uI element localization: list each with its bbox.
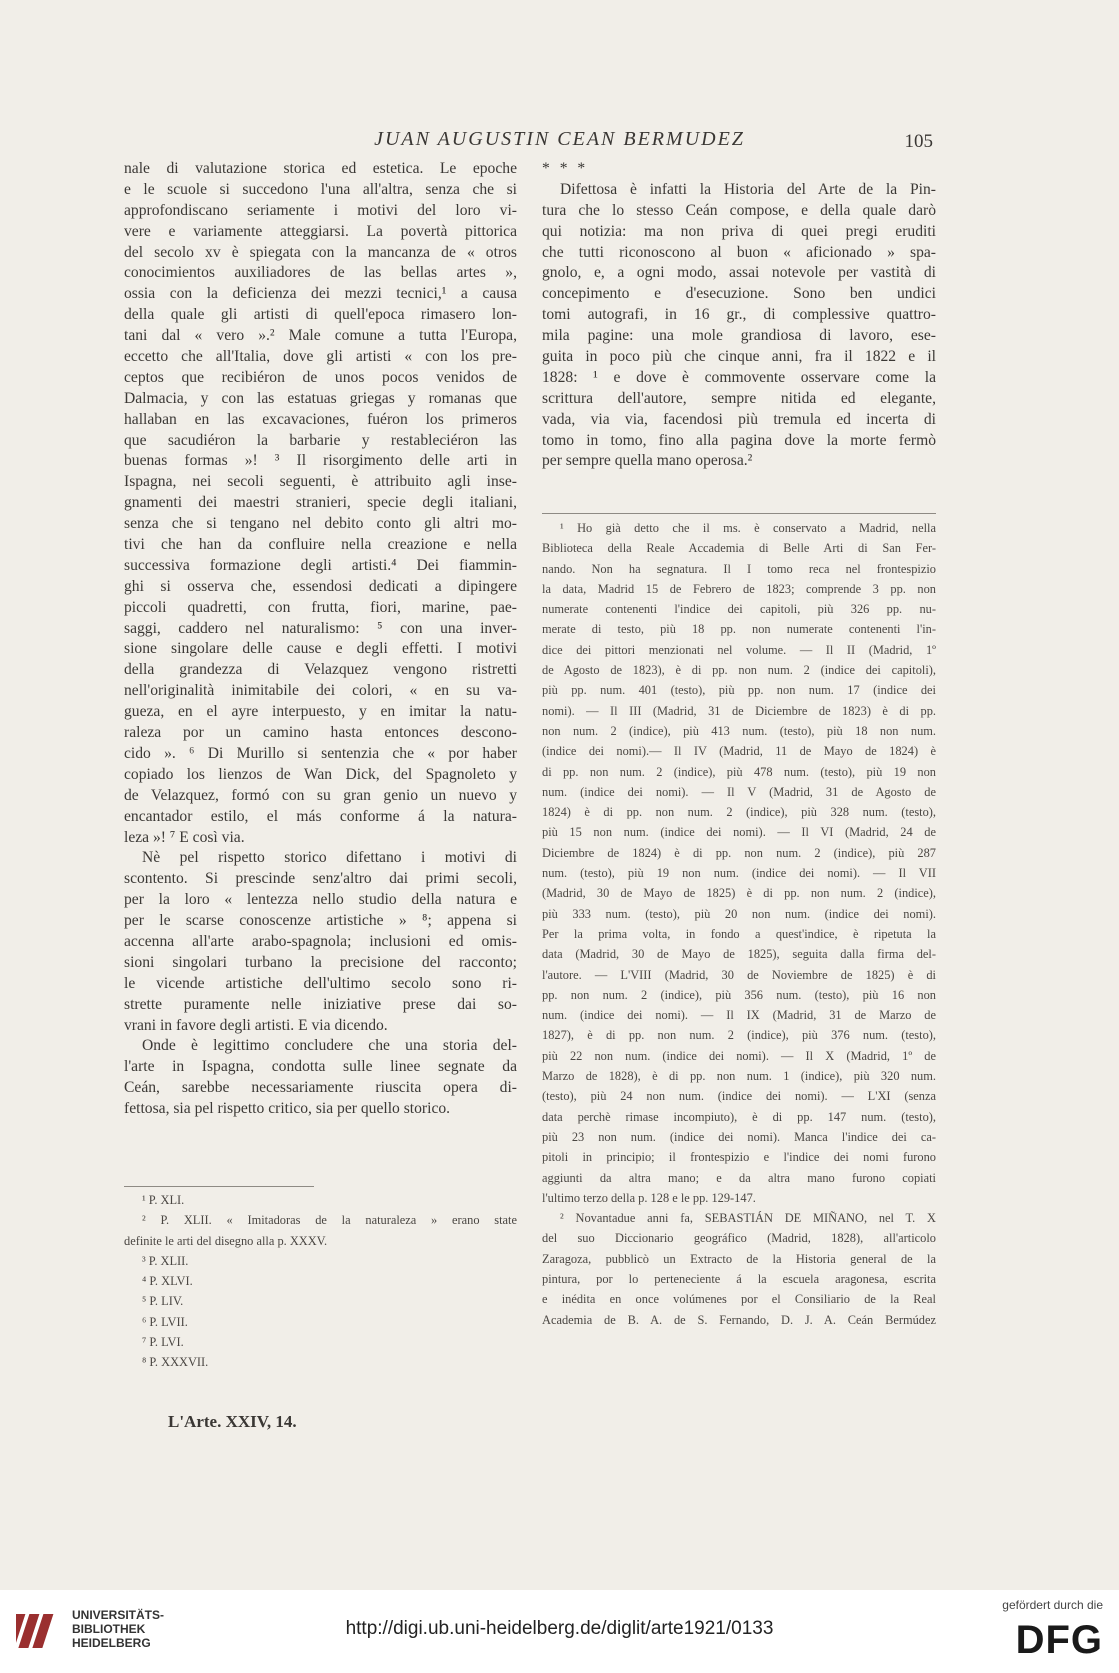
- left-column-line: cido ». ⁶ Di Murillo si sentenzia che « por haber: [124, 744, 517, 762]
- left-column-line: piccoli quadretti, con frutta, fiori, marine, pae-: [124, 598, 517, 616]
- right-footnote-line: ² Novantadue anni fa, SEBASTIÁN DE MIÑANO, nel T. X: [560, 1211, 936, 1226]
- right-column-line: che tutti riconoscono al buon « aficionado » spa-: [542, 243, 936, 261]
- right-column-line: per sempre quella mano operosa.²: [542, 452, 753, 470]
- right-footnote-line: Biblioteca della Reale Accademia di Belle Arti di San Fer-: [542, 541, 936, 556]
- right-footnote-line: del suo Diccionario geográfico (Madrid, 1828), all'articolo: [542, 1231, 936, 1246]
- left-column-line: ossia con la deficienza dei mezzi tecnici,¹ a causa: [124, 285, 517, 303]
- right-footnote-line: l'autore. — L'VIII (Madrid, 30 de Noviembre de 1825) è di: [542, 967, 936, 982]
- right-footnote-line: Diciembre de 1824) è di pp. non num. 2 (indice), più 287: [542, 845, 936, 860]
- left-column-line: e le scuole si succedono l'una all'altra, senza che si: [124, 180, 517, 198]
- left-footnote-line: ⁶ P. LVII.: [142, 1314, 188, 1329]
- left-column-line: l'arte in Ispagna, condotta sulle linee segnate da: [124, 1058, 517, 1076]
- left-column-line: per la loro « lentezza nello studio della natura e: [124, 891, 517, 909]
- left-column-line: raleza por un camino hasta entonces descono-: [124, 724, 517, 742]
- left-column-line: conocimientos auxiliadores de las bellas artes »,: [124, 264, 517, 282]
- page-number: 105: [904, 131, 933, 152]
- right-column-line: qui notizia: ma non priva di quei pregi eruditi: [542, 222, 936, 240]
- right-column-line: gnolo, e, a ogni modo, assai notevole per vastità di: [542, 264, 936, 282]
- right-footnote-line: più 23 non num. (indice dei nomi). Manca l'indice dei ca-: [542, 1129, 936, 1144]
- right-column-line: * * *: [542, 160, 589, 177]
- left-column-line: le vicende artistiche dell'ultimo secolo sono ri-: [124, 974, 517, 992]
- left-column-line: della quale gli artisti di quell'epoca rimasero lon-: [124, 306, 517, 324]
- right-footnotes: [542, 518, 936, 1330]
- left-footnote-rule: [124, 1186, 314, 1187]
- viewer-footer: [0, 1590, 1119, 1673]
- left-footnote-line: ² P. XLII. « Imitadoras de la naturaleza » erano state: [142, 1213, 517, 1228]
- right-footnote-line: 1827), è di pp. non num. 2 (indice), più 376 num. (testo),: [542, 1028, 936, 1043]
- right-footnote-rule: [542, 513, 936, 514]
- left-footnote-line: ⁴ P. XLVI.: [142, 1274, 193, 1289]
- library-name-line-2: BIBLIOTHEK: [72, 1622, 146, 1636]
- right-footnote-line: de Agosto de 1823), è di pp. non num. 2 (indice dei capitoli),: [542, 663, 936, 678]
- left-column-line: de Velazquez, formó con su gran genio un nuevo y: [124, 786, 517, 804]
- left-column-line: senza che si tengano nel debito conto gli altri mo-: [124, 515, 517, 533]
- left-footnote-line: ³ P. XLII.: [142, 1253, 189, 1268]
- left-column-line: accenna all'arte arabo-spagnola; inclusioni ed omis-: [124, 932, 517, 950]
- left-column-line: strette puramente nelle iniziative prese dai so-: [124, 995, 517, 1013]
- right-footnote-line: (Madrid, 30 de Mayo de 1825) è di pp. non num. 2 (indice),: [542, 886, 936, 901]
- left-column-line: Onde è legittimo concludere che una storia del-: [142, 1037, 517, 1055]
- left-column-line: Ispagna, nei secoli seguenti, è attribuito agli inse-: [124, 473, 517, 491]
- right-footnote-line: Zaragoza, pubblicò un Extracto de la Historia general de la: [542, 1251, 936, 1266]
- right-footnote-line: num. (testo), più 19 non num. (indice dei nomi). — Il VII: [542, 866, 936, 881]
- left-column-line: gnamenti dei maestri stranieri, specie degli italiani,: [124, 494, 517, 512]
- left-column-line: saggi, caddero nel naturalismo: ⁵ con una inver-: [124, 619, 517, 637]
- left-column-line: nale di valutazione storica ed estetica. Le epoche: [124, 160, 517, 177]
- left-column-line: que sacudiéron la barbarie y restableciéron las: [124, 431, 517, 449]
- left-column-line: sione singolare delle cause e degli effetti. I motivi: [124, 640, 517, 658]
- right-footnote-line: nomi). — Il III (Madrid, 31 de Diciembre de 1823) è di pp.: [542, 703, 936, 718]
- sponsor-label: gefördert durch die: [1002, 1598, 1103, 1612]
- right-column-line: tomo in tomo, fino alla pagina dove la morte fermò: [542, 431, 936, 449]
- signature-mark: L'Arte. XXIV, 14.: [168, 1412, 297, 1431]
- left-column-line: tani dal « vero ».² Male comune a tutta l'Europa,: [124, 327, 517, 345]
- right-footnote-line: merate di testo, più 18 pp. non numerate contenenti l'in-: [542, 622, 936, 637]
- right-text-column: [542, 159, 936, 472]
- right-footnote-line: pitoli in principio; il frontespizio e l'indice dei nomi furono: [542, 1150, 936, 1165]
- dfg-logo: DFG: [1015, 1618, 1103, 1662]
- left-column-line: ceptos que recibiéron de unos pocos venidos de: [124, 368, 517, 386]
- right-footnote-line: più 15 non num. (indice dei nomi). — Il VI (Madrid, 24 de: [542, 825, 936, 840]
- right-column-line: guita in poco più che cinque anni, fra il 1822 e il: [542, 348, 936, 366]
- left-text-column: [124, 159, 517, 1120]
- left-footnotes: [124, 1190, 517, 1373]
- left-column-line: successiva formazione degli artisti.⁴ Dei fiammin-: [124, 556, 517, 574]
- left-column-line: della grandezza di Velazquez vengono ristretti: [124, 661, 517, 679]
- right-footnote-line: Per la prima volta, in fondo a quest'indice, è ripetuta la: [542, 926, 936, 941]
- left-column-line: sioni singolari turbano la precisione del racconto;: [124, 953, 517, 971]
- left-column-line: ghi si osserva che, essendosi dedicati a dipingere: [124, 577, 517, 595]
- left-column-line: scontento. Si prescinde senz'altro dai primi secoli,: [124, 870, 517, 888]
- right-footnote-line: più 333 num. (testo), più 20 non num. (indice dei nomi).: [542, 906, 936, 921]
- right-column-line: tomi autografi, in 16 gr., di complessive quattro-: [542, 306, 936, 324]
- left-column-line: Ceán, sarebbe necessariamente riuscita opera di-: [124, 1079, 517, 1097]
- left-column-line: buenas formas »! ³ Il risorgimento delle arti in: [124, 452, 517, 470]
- right-footnote-line: data (Madrid, 30 de Mayo de 1825), seguita dalla firma del-: [542, 947, 936, 962]
- right-footnote-line: la data, Madrid 15 de Febrero de 1823; comprende 3 pp. non: [542, 581, 936, 596]
- running-head: JUAN AUGUSTIN CEAN BERMUDEZ: [374, 128, 745, 150]
- right-footnote-line: numerate contenenti l'indice dei capitoli, più 326 pp. nu-: [542, 602, 936, 617]
- left-footnote-line: ⁸ P. XXXVII.: [142, 1355, 209, 1370]
- left-column-line: gueza, en el ayre interpuesto, y en imitar la natu-: [124, 703, 517, 721]
- left-footnote-line: definite le arti del disegno alla p. XXXV.: [124, 1233, 328, 1248]
- right-footnote-line: (indice dei nomi).— Il IV (Madrid, 11 de Mayo de 1824) è: [542, 744, 936, 759]
- left-column-line: nell'originalità inimitabile dei colori, « en su va-: [124, 682, 517, 700]
- right-footnote-line: nando. Non ha segnatura. Il I tomo reca nel frontespizio: [542, 561, 936, 576]
- right-column-line: Difettosa è infatti la Historia del Arte de la Pin-: [560, 180, 936, 198]
- left-column-line: Nè pel rispetto storico difettano i motivi di: [142, 849, 517, 867]
- right-footnote-line: più pp. num. 401 (testo), più pp. non num. 17 (indice dei: [542, 683, 936, 698]
- right-footnote-line: data perchè rimase incompiuto), è di pp. 147 num. (testo),: [542, 1109, 936, 1124]
- right-footnote-line: Academia de B. A. de S. Fernando, D. J. A. Ceán Bermúdez: [542, 1312, 936, 1327]
- right-footnote-line: ¹ Ho già detto che il ms. è conservato a Madrid, nella: [560, 521, 936, 535]
- right-column-line: mila pagine: una mole grandiosa di lavoro, ese-: [542, 327, 936, 345]
- right-footnote-line: 1824) è di pp. non num. 2 (indice), più 328 num. (testo),: [542, 805, 936, 820]
- left-column-line: encantador estilo, el más conforme á la natura-: [124, 807, 517, 825]
- left-column-line: vrani in favore degli artisti. E via dicendo.: [124, 1016, 388, 1034]
- right-footnote-line: pintura, por lo perteneciente á la escuela aragonesa, escrita: [542, 1271, 936, 1286]
- left-column-line: vere e variamente atteggiarsi. La povertà pittorica: [124, 222, 517, 240]
- right-column-line: scrittura dell'autore, sempre nitida ed elegante,: [542, 389, 936, 407]
- left-column-line: eccetto che all'Italia, dove gli artisti « con los pre-: [124, 348, 517, 366]
- right-column-line: tura che lo stesso Ceán compose, e della quale darò: [542, 201, 936, 219]
- right-footnote-line: l'ultimo terzo della p. 128 e le pp. 129-147.: [542, 1190, 756, 1205]
- right-footnote-line: aggiunti da altra mano; e da altra mano furono copiati: [542, 1170, 936, 1185]
- left-column-line: tivi che han da confluire nella creazione e nella: [124, 536, 517, 554]
- left-column-line: hallaban en las excavaciones, fuéron los primeros: [124, 410, 517, 428]
- left-column-line: per le scarse conoscenze artistiche » ⁸; appena si: [124, 912, 517, 930]
- left-column-line: leza »! ⁷ E così via.: [124, 828, 245, 846]
- right-column-line: concepimento e d'esecuzione. Sono ben undici: [542, 285, 936, 303]
- permalink-url[interactable]: http://digi.ub.uni-heidelberg.de/diglit/arte1921/0133: [345, 1618, 774, 1639]
- right-footnote-line: dice dei pittori menzionati nel volume. — Il II (Madrid, 1º: [542, 642, 936, 657]
- left-column-line: copiado los lienzos de Wan Dick, del Spagnoleto y: [124, 765, 517, 783]
- right-footnote-line: più 22 non num. (indice dei nomi). — Il X (Madrid, 1º de: [542, 1048, 936, 1063]
- right-footnote-line: num. (indice dei nomi). — Il IX (Madrid, 31 de Marzo de: [542, 1008, 936, 1023]
- left-footnote-line: ¹ P. XLI.: [142, 1193, 185, 1207]
- right-footnote-line: Marzo de 1828), è di pp. non num. 1 (indice), più 320 num.: [542, 1069, 936, 1084]
- library-name-line-1: UNIVERSITÄTS-: [72, 1608, 165, 1622]
- right-column-line: vada, via via, facendosi più tremula ed incerta di: [542, 410, 936, 428]
- left-column-line: del secolo xv è spiegata con la mancanza de « otros: [124, 243, 517, 261]
- left-footnote-line: ⁵ P. LIV.: [142, 1294, 184, 1309]
- left-footnote-line: ⁷ P. LVI.: [142, 1335, 184, 1350]
- right-column-line: 1828: ¹ e dove è commovente osservare come la: [542, 368, 936, 386]
- left-column-line: fettosa, sia pel rispetto critico, sia per quello storico.: [124, 1100, 451, 1118]
- right-footnote-line: e inédita en once volúmenes por el Consiliario de la Real: [542, 1292, 936, 1307]
- right-footnote-line: di pp. non num. 2 (indice), più 478 num. (testo), più 19 non: [542, 764, 936, 779]
- right-footnote-line: num. (indice dei nomi). — Il V (Madrid, 31 de Agosto de: [542, 784, 936, 799]
- left-column-line: approfondiscano seriamente i motivi del loro vi-: [124, 201, 517, 219]
- right-footnote-line: pp. non num. 2 (indice), più 356 num. (testo), più 16 non: [542, 987, 936, 1002]
- right-footnote-line: (testo), più 24 non num. (indice dei nomi). — L'XI (senza: [542, 1089, 936, 1104]
- right-footnote-line: non num. 2 (indice), più 413 num. (testo), più 18 non num.: [542, 723, 936, 738]
- library-name-line-3: HEIDELBERG: [72, 1636, 151, 1650]
- left-column-line: Dalmacia, y con las estatuas griegas y romanas que: [124, 389, 517, 407]
